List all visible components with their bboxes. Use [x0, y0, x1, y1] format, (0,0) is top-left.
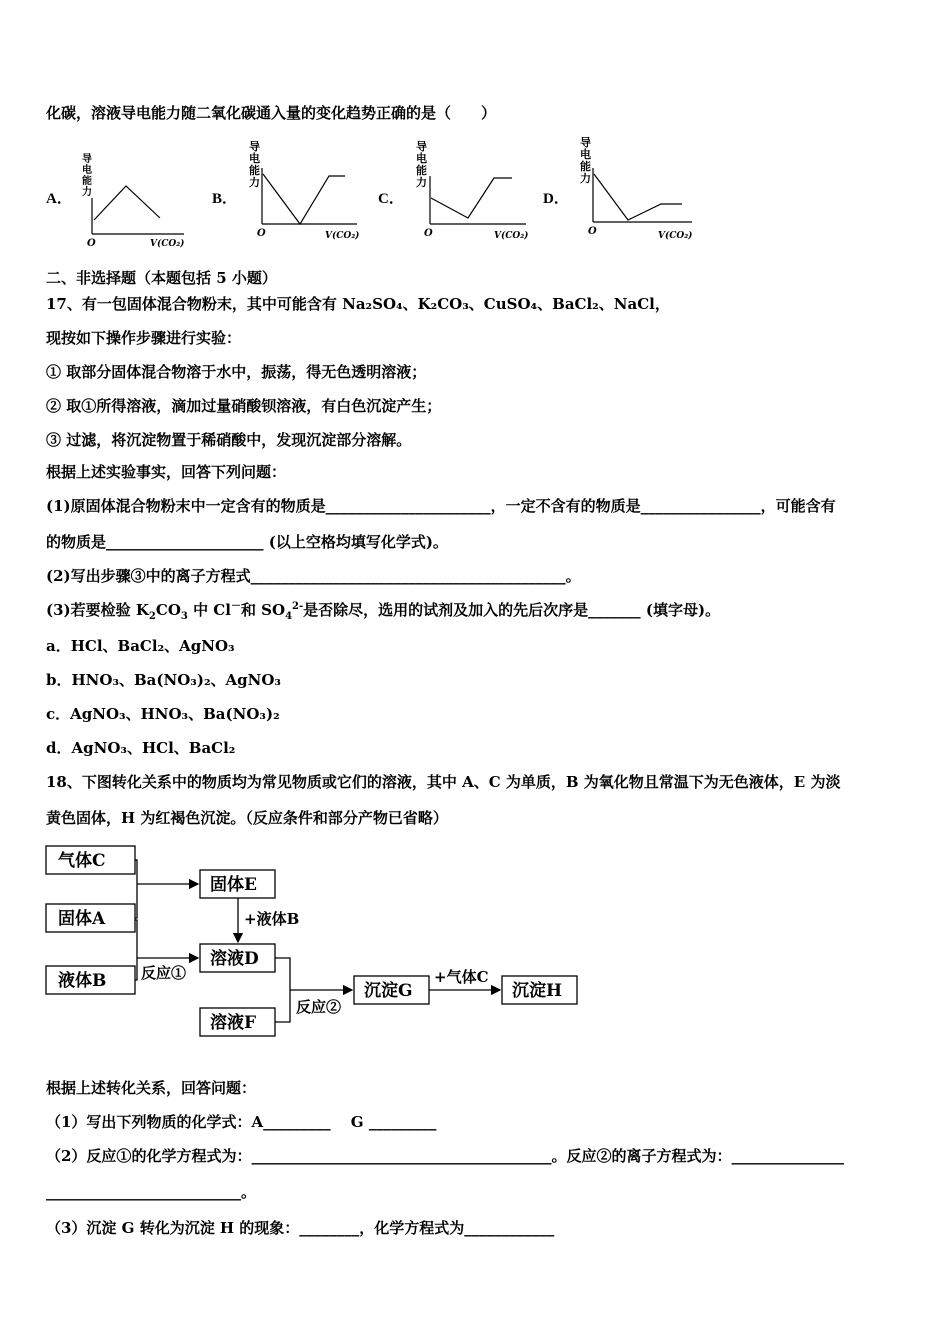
q17-part-3-suffix: 是否除尽，选用的试剂及加入的先后次序是_______ (填字母)。	[303, 601, 721, 619]
graph-xlabel: V(CO₂)	[325, 231, 360, 241]
q17-option-c: c．AgNO₃、HNO₃、Ba(NO₃)₂	[46, 705, 280, 723]
q17-part-3-prefix: (3)若要检验 K	[46, 601, 149, 619]
q16-intro: 化碳，溶液导电能力随二氧化碳通入量的变化趋势正确的是（ ）	[46, 104, 497, 122]
q17-line-2: 现按如下操作步骤进行实验：	[46, 329, 242, 347]
q17-option-a: a．HCl、BaCl₂、AgNO₃	[46, 637, 235, 655]
option-label: C．	[378, 191, 404, 207]
graph-ylabel: 导电能力	[416, 140, 427, 189]
graph-curve	[431, 178, 512, 218]
q17-line-1: 17、有一包固体混合物粉末，其中可能含有 Na₂SO₄、K₂CO₃、CuSO₄、BaCl₂、NaCl，	[46, 295, 670, 313]
label-precip-h: 沉淀H	[512, 981, 563, 1001]
graph-a	[78, 148, 190, 248]
q17-option-b: b．HNO₃、Ba(NO₃)₂、AgNO₃	[46, 671, 281, 689]
graph-origin: O	[588, 226, 597, 237]
graph-origin: O	[424, 228, 433, 239]
graph-xlabel: V(CO₂)	[150, 239, 185, 248]
option-label: B．	[212, 191, 238, 207]
substance: Na₂SO₄	[342, 295, 403, 313]
substance: CuSO₄	[483, 295, 538, 313]
q17-step-1: ① 取部分固体混合物溶于水中，振荡，得无色透明溶液；	[46, 363, 427, 381]
graph-b	[245, 138, 365, 244]
label-solid-a: 固体A	[58, 909, 106, 929]
graph-d	[576, 134, 700, 244]
label-gas-c: 气体C	[58, 851, 106, 871]
graph-ylabel: 导电能力	[580, 136, 591, 185]
q18-part-1: （1）写出下列物质的化学式：A_________ G _________	[46, 1113, 437, 1131]
graph-curve	[94, 186, 160, 220]
section-2-title: 二、非选择题（本题包括 5 小题）	[46, 269, 277, 287]
substance: K₂CO₃	[417, 295, 469, 313]
substance: BaCl₂	[552, 295, 599, 313]
q17-step-3: ③ 过滤，将沉淀物置于稀硝酸中，发现沉淀部分溶解。	[46, 431, 412, 449]
option-label: D．	[543, 191, 569, 207]
graph-curve	[594, 174, 682, 220]
graph-origin: O	[87, 238, 96, 248]
label-add-liquid-b: +液体B	[244, 910, 300, 928]
q17-prompt: 根据上述实验事实，回答下列问题：	[46, 463, 287, 481]
label-reaction-1: 反应①	[141, 964, 187, 982]
q18-line-1: 18、下图转化关系中的物质均为常见物质或它们的溶液，其中 A、C 为单质，B 为氧化物且常温下为无色液体，E 为淡	[46, 773, 841, 791]
graph-ylabel: 导电能力	[82, 154, 92, 198]
q17-part-1-a: (1)原固体混合物粉末中一定含有的物质是______________________，一定不含有的物质是________________，可能含有	[46, 497, 836, 515]
q18-prompt: 根据上述转化关系，回答问题：	[46, 1079, 257, 1097]
q17-step-2: ② 取①所得溶液，滴加过量硝酸钡溶液，有白色沉淀产生；	[46, 397, 442, 415]
q17-prefix: 17、有一包固体混合物粉末，其中可能含有	[46, 295, 343, 313]
graph-origin: O	[257, 228, 266, 239]
q18-part-2-a: （2）反应①的化学方程式为：________________________________________。反应②的离子方程式为：_______________	[46, 1147, 844, 1165]
label-solution-f: 溶液F	[210, 1013, 257, 1033]
label-precip-g: 沉淀G	[364, 981, 413, 1001]
graph-curve	[263, 174, 345, 224]
label-reaction-2: 反应②	[296, 998, 342, 1016]
option-label: A．	[46, 191, 72, 207]
q17-part-3: (3)若要检验 $K_2CO_3$ 中 Cl－和 $SO_4^{2-}$是否除尽，选用的试剂及加入的先后次序是_______ (填字母)。	[46, 601, 721, 622]
q18-line-2: 黄色固体，H 为红褐色沉淀。（反应条件和部分产物已省略）	[46, 809, 448, 827]
q18-part-3: （3）沉淀 G 转化为沉淀 H 的现象：________，化学方程式为____________	[46, 1219, 555, 1237]
graph-c	[412, 138, 534, 244]
label-solution-d: 溶液D	[210, 949, 259, 969]
substance: NaCl	[613, 295, 655, 313]
q18-part-2-b: __________________________。	[46, 1183, 257, 1201]
q17-option-d: d．AgNO₃、HCl、BaCl₂	[46, 739, 236, 757]
q17-part-1-b: 的物质是_____________________ (以上空格均填写化学式)。	[46, 533, 448, 551]
label-solid-e: 固体E	[210, 875, 257, 895]
label-liquid-b: 液体B	[58, 971, 107, 991]
conversion-diagram	[40, 840, 590, 1040]
label-add-gas-c: +气体C	[434, 968, 489, 986]
graph-xlabel: V(CO₂)	[494, 231, 529, 241]
graph-ylabel: 导电能力	[249, 140, 260, 189]
q17-part-2: (2)写出步骤③中的离子方程式__________________________________________。	[46, 567, 581, 585]
graph-xlabel: V(CO₂)	[658, 231, 693, 241]
